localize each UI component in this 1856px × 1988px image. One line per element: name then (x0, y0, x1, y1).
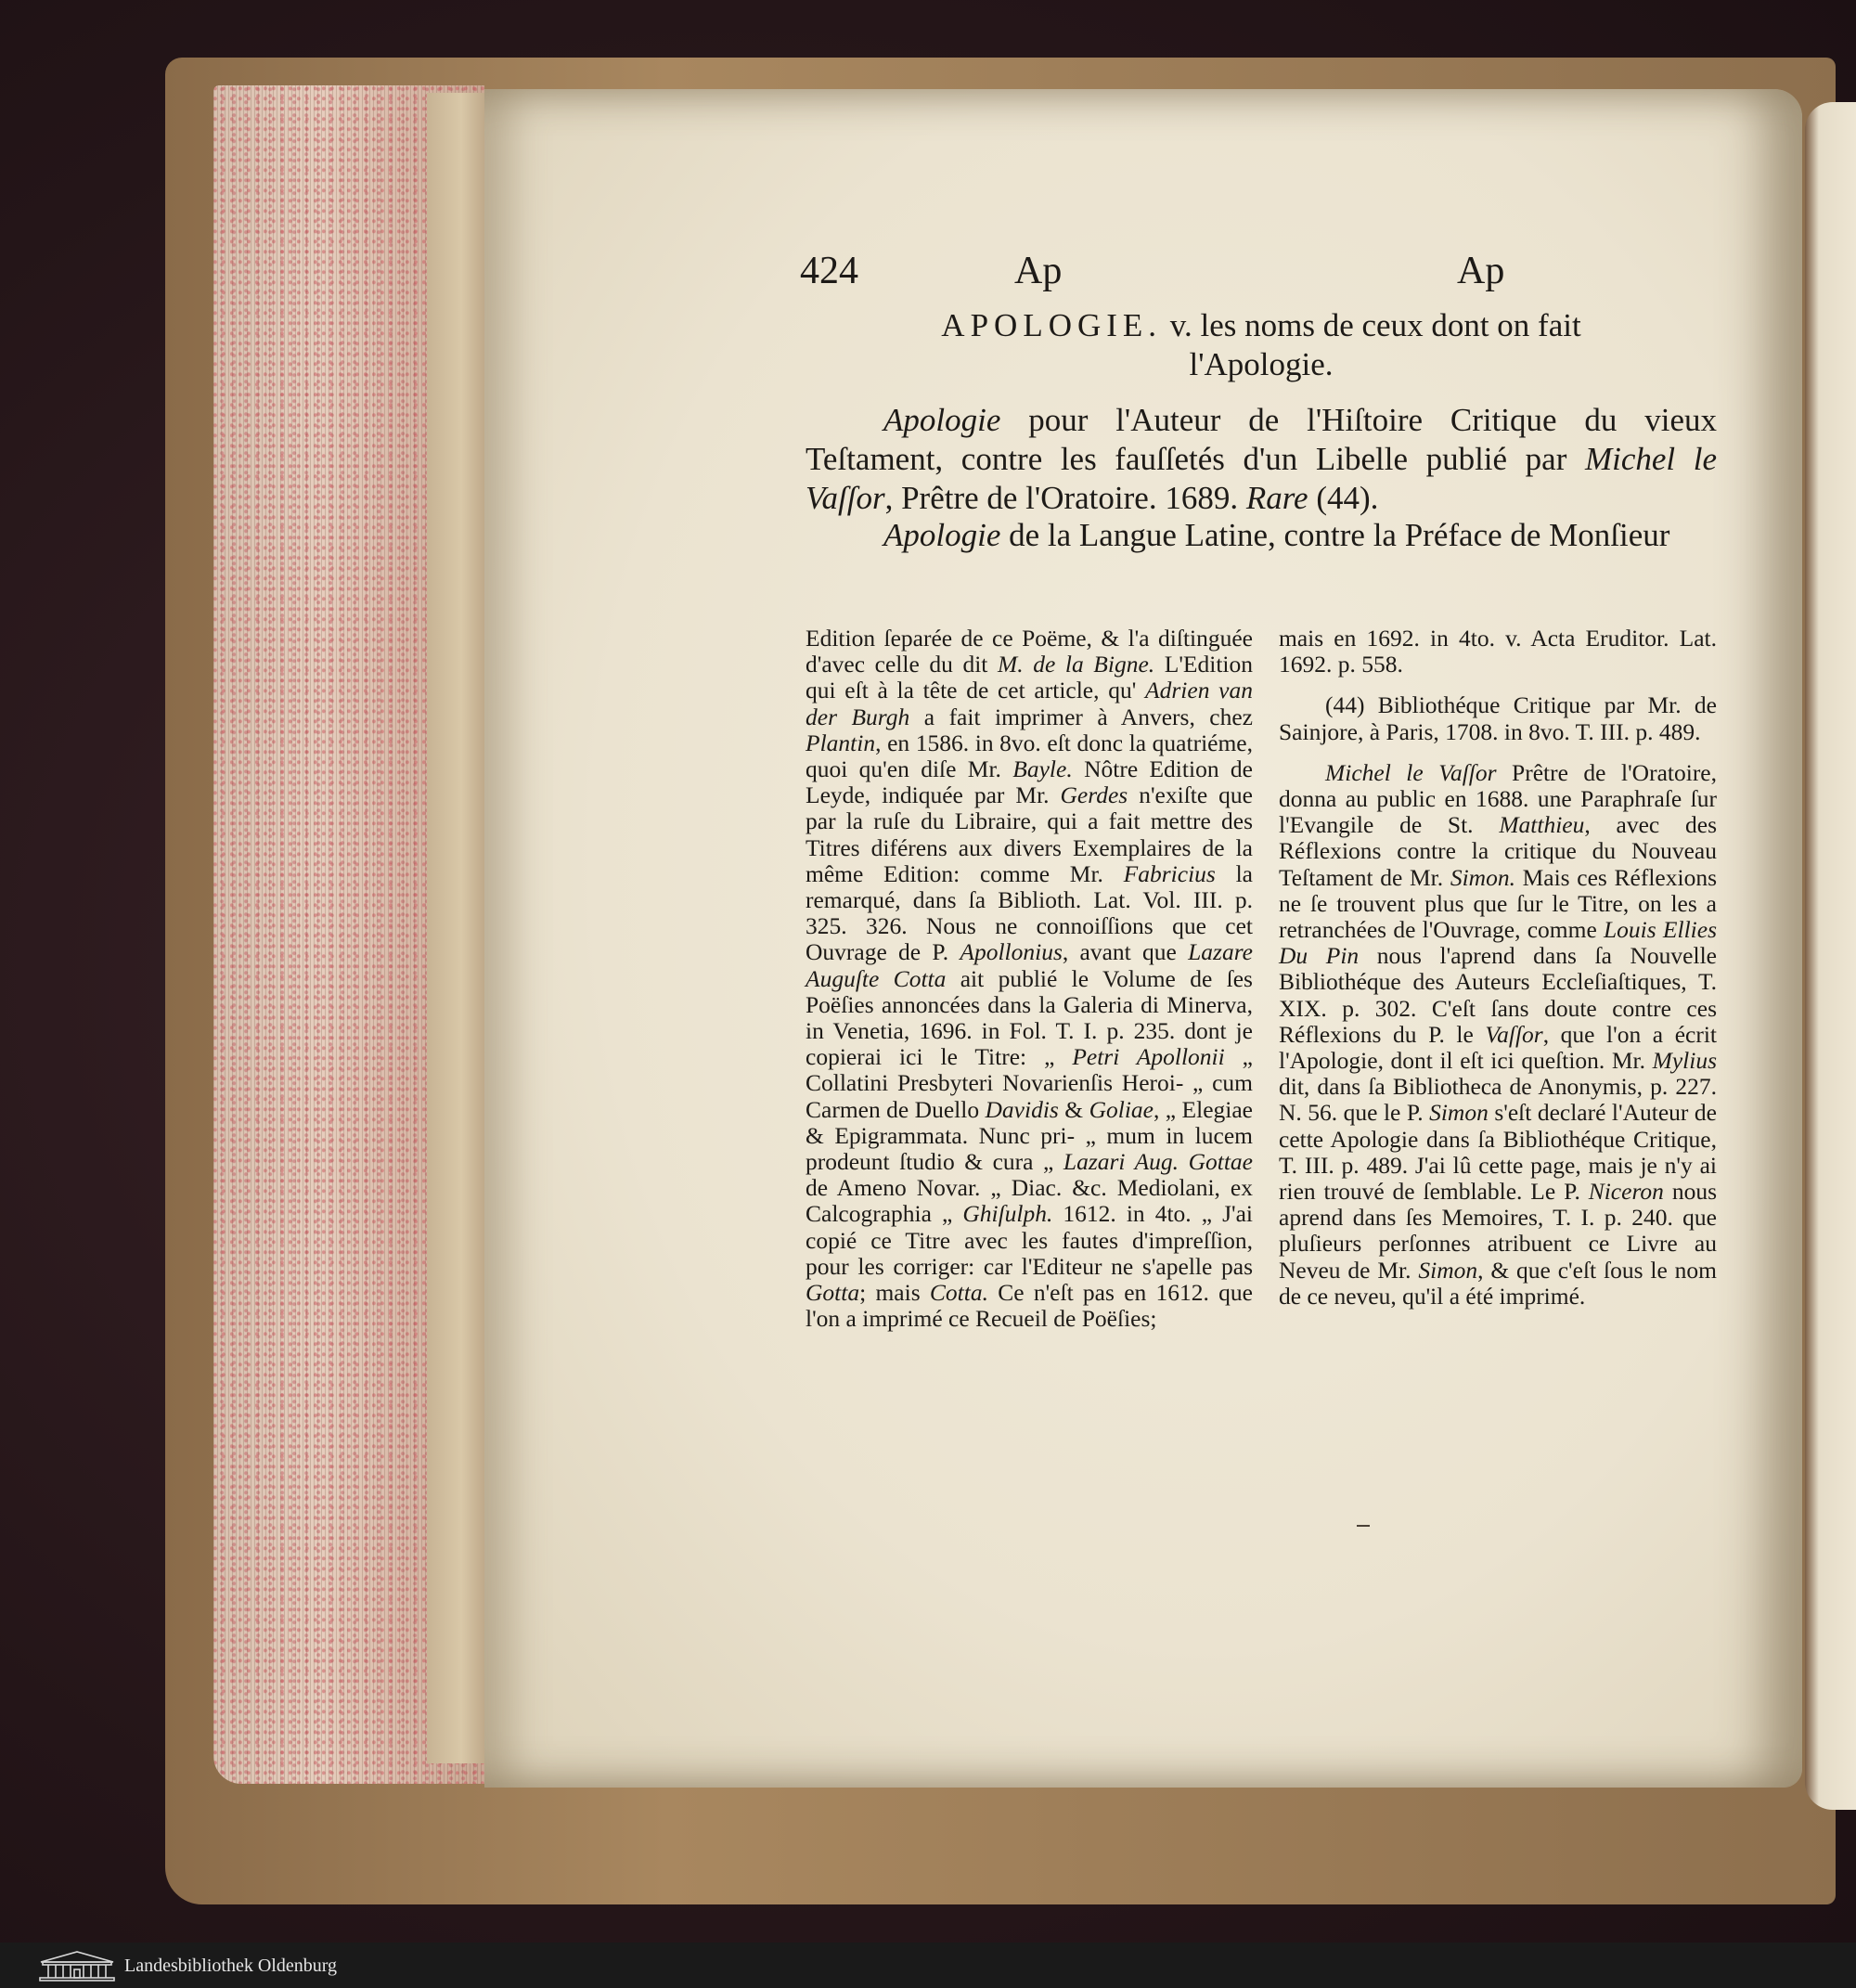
entry-crossref-line2: l'Apologie. (1189, 346, 1334, 382)
entry-keyword: Apologie (883, 517, 1001, 553)
entry-apologie-auteur: Apologie pour l'Auteur de l'Hiſtoire Critique du vieux Teſtament, contre les fauſſetés d'un Libelle publié par Michel le Vaſſor, Prêtre de l'Oratoire. 1689. Rare (44). (806, 402, 1717, 516)
footnote-paragraph: Edition ſeparée de ce Poëme, & l'a diſtinguée d'avec celle du dit M. de la Bigne. L'Edition qui eſt à la tête de cet article, qu' Adrien van der Burgh a fait imprimer à Anvers, chez Plantin, en 1586. in 8vo. eſt donc la quatriéme, quoi qu'en diſe Mr. Bayle. Nôtre Edition de Leyde, indiquée par Mr. Gerdes n'exiſte que par la ruſe du Libraire, qui a fait mettre des Titres diférens aux divers Exemplaires de la même Edition: comme Mr. Fabricius la remarqué, dans ſa Biblioth. Lat. Vol. III. p. 325. 326. Nous ne connoiſſions que cet Ouvrage de P. Apollonius, avant que Lazare Auguſte Cotta ait publié le Volume de ſes Poëſies annoncées dans la Galeria di Minerva, in Venetia, 1696. in Fol. T. I. p. 235. dont je copierai ici le Titre: „ Petri Apollonii „ Collatini Presbyteri Novarienſis Heroi- „ cum Carmen de Duello Davidis & Goliae, „ Elegiae & Epigrammata. Nunc pri- „ mum in lucem prodeunt ſtudio & cura „ Lazari Aug. Gottae de Ameno Novar. „ Diac. &c. Mediolani, ex Calcographia „ Ghiſulph. 1612. in 4to. „ J'ai copié ce Titre avec les fautes d'impreſſion, pour les corriger: car l'Editeur ne s'apelle pas Gotta; mais Cotta. Ce n'eſt pas en 1612. que l'on a imprimé ce Recueil de Poëſies; (806, 625, 1254, 1333)
page-number: 424 (800, 250, 858, 292)
footnote-column-left (806, 626, 1253, 1332)
facing-page-edge (1805, 102, 1856, 1810)
running-head-right: Ap (1457, 250, 1505, 292)
entry-title: APOLOGIE. (941, 307, 1163, 343)
footnote-column-right (1279, 626, 1717, 1310)
entry-apologie-langue: Apologie de la Langue Latine, contre la Préface de Monſieur (883, 517, 1670, 553)
library-building-icon (37, 1949, 117, 1982)
running-head-left: Ap (1014, 250, 1063, 292)
footnote-paragraph: Michel le Vaſſor Prêtre de l'Oratoire, donna au public en 1688. une Paraphraſe ſur l'Evangile de St. Matthieu, avec des Réflexions contre la critique du Nouveau Teſtament de Mr. Simon. Mais ces Réflexions ne ſe trouvent plus que ſur le Titre, on les a retranchées de l'Ouvrage, comme Louis Ellies Du Pin nous l'aprend dans ſa Nouvelle Bibliothéque des Auteurs Eccleſiaſtiques, T. XIX. p. 302. C'eſt ſans doute contre ces Réflexions du P. le Vaſſor, que l'on a écrit l'Apologie, dont il eſt ici queſtion. Mr. Mylius dit, dans ſa Bibliotheca de Anonymis, p. 227. N. 56. que le P. Simon s'eſt declaré l'Auteur de cette Apologie dans ſa Bibliothéque Critique, T. III. p. 489. J'ai lû cette page, mais je n'y ai rien trouvé de ſemblable. Le P. Niceron nous aprend dans ſes Memoires, T. I. p. 240. que pluſieurs perſonnes atribuent ce Livre au Neveu de Mr. Simon, & que c'eſt ſous le nom de ce neveu, qu'il a été imprimé. (1279, 758, 1718, 1310)
footnote-44: (44) Bibliothéque Critique par Mr. de Sainjore, à Paris, 1708. in 8vo. T. III. p. 489. (1279, 691, 1717, 745)
footnote-continuation: mais en 1692. in 4to. v. Acta Eruditor. Lat. 1692. p. 558. (1279, 625, 1717, 678)
entry-apologie-heading (806, 306, 1717, 384)
entry-crossref: v. les noms de ceux dont on fait (1169, 307, 1581, 343)
library-name: Landesbibliothek Oldenburg (124, 1956, 338, 1976)
page-gutter-strip (427, 93, 484, 1763)
end-rule (1357, 1525, 1370, 1527)
entry-keyword: Apologie (883, 402, 1001, 438)
